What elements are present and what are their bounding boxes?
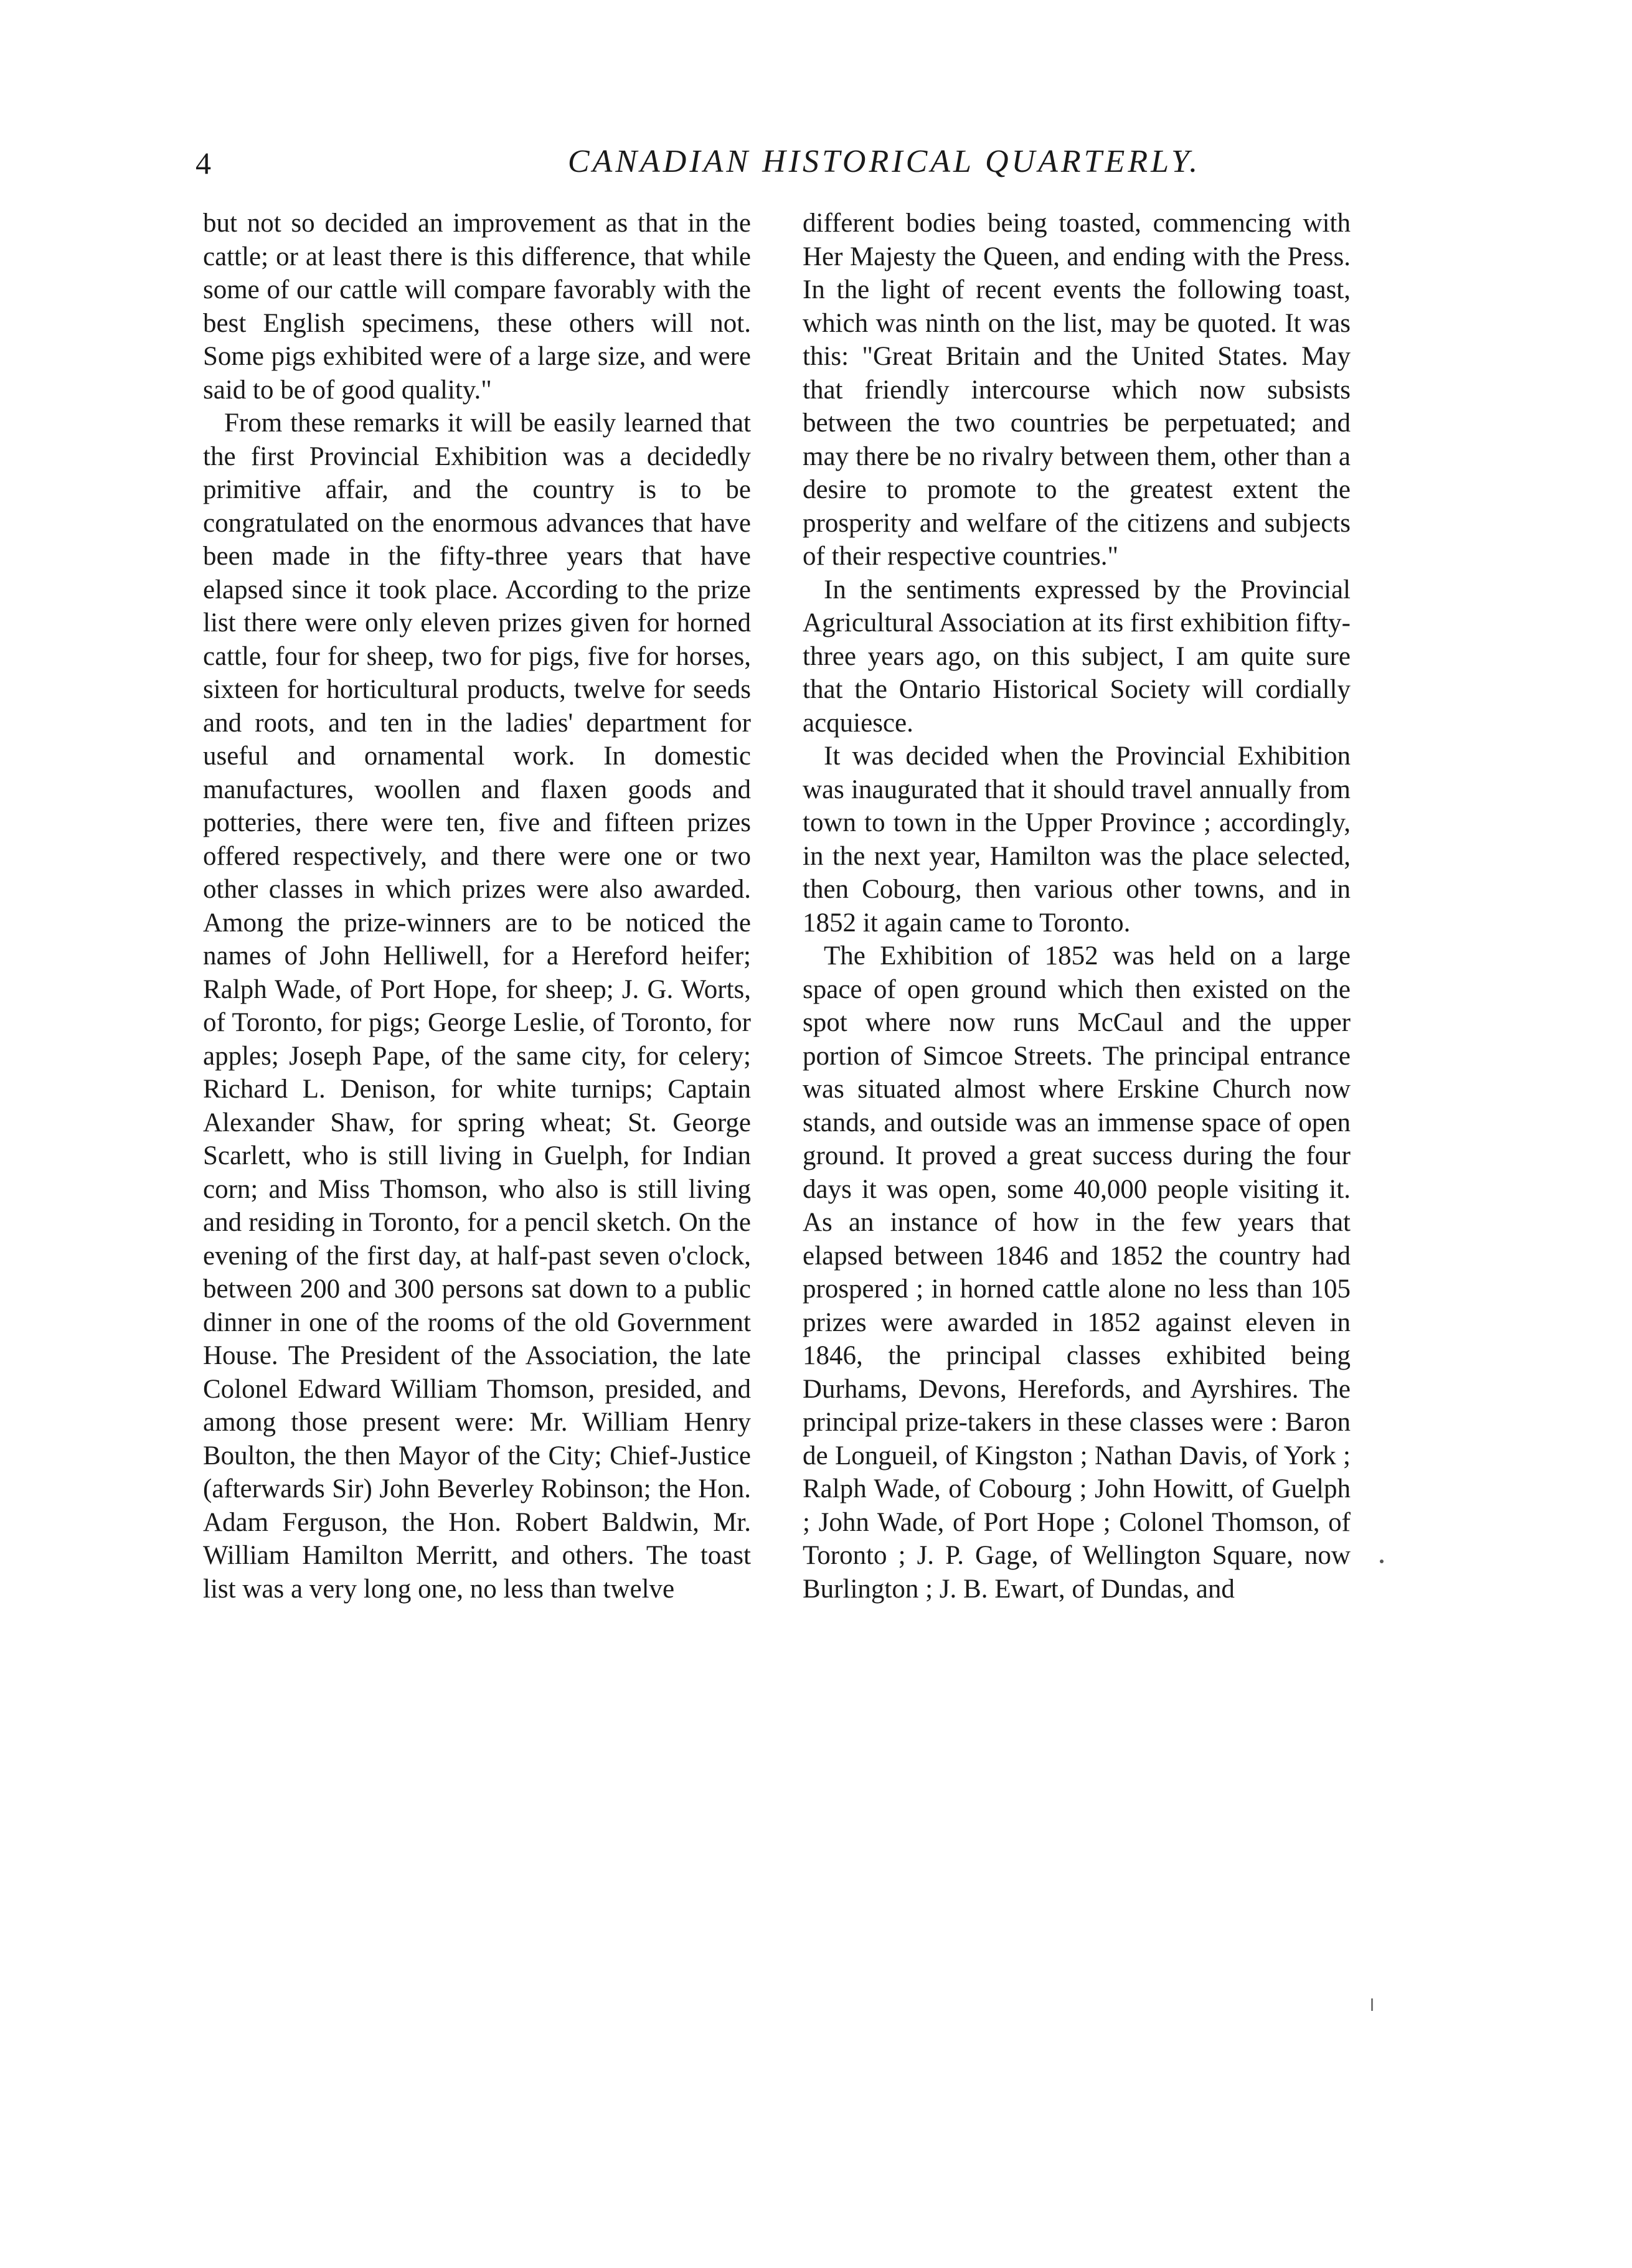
page-number: 4 xyxy=(196,146,211,181)
paragraph: From these remarks it will be easily learned that the first Provincial Exhibition was a decidedly primitive affair, and the country is to be congratulated on the enormous advances that have been made in the fifty-three years that have elapsed since it took place. According to the prize list there were only eleven prizes given for horned cattle, four for sheep, two for pigs, five for horses, sixteen for horticultural products, twelve for seeds and roots, and ten in the ladies' department for useful and ornamental work. In domestic manufactures, woollen and flaxen goods and potteries, there were ten, five and fifteen prizes offered respectively, and there were one or two other classes in which prizes were also awarded. Among the prize-winners are to be noticed the names of John Helliwell, for a Hereford heifer; Ralph Wade, of Port Hope, for sheep; J. G. Worts, of Toronto, for pigs; George Leslie, of Toronto, for apples; Joseph Pape, of the same city, for celery; Richard L. Denison, for white turnips; Captain Alexander Shaw, for spring wheat; St. George Scarlett, who is still living in Guelph, for Indian corn; and Miss Thomson, who also is still living and residing in Toronto, for a pencil sketch. On the evening of the first day, at half-past seven o'clock, between 200 and 300 persons sat down to a public dinner in one of the rooms of the old Government House. The President of the Association, the late Colonel Edward William Thomson, presided, and among those present were: Mr. William Henry Boulton, the then Mayor of the City; Chief-Justice (afterwards Sir) John Beverley Robinson; the Hon. Adam Ferguson, the Hon. Robert Baldwin, Mr. William Hamilton Merritt, and others. The toast list was a very long one, no less than twelve xyxy=(203,408,751,1604)
running-title: CANADIAN HISTORICAL QUARTERLY. xyxy=(567,144,1201,179)
paragraph: In the sentiments expressed by the Provincial Agricultural Association at its first exhibition fifty-three years ago, on this subject, I am quite sure that the Ontario Historical Society will cordially acquiesce. xyxy=(803,575,1351,738)
margin-speck xyxy=(1380,1560,1384,1563)
paragraph: but not so decided an improvement as that in the cattle; or at least there is this difference, that while some of our cattle will compare favorably with the best English specimens, these others will not. Some pigs exhibited were of a large size, and were said to be of good quality." xyxy=(203,209,751,405)
paragraph: The Exhibition of 1852 was held on a large space of open ground which then existed on the spot where now runs McCaul and the upper portion of Simcoe Streets. The principal entrance was situated almost where Erskine Church now stands, and outside was an immense space of open ground. It proved a great success during the four days it was open, some 40,000 people visiting it. As an instance of how in the few years that elapsed between 1846 and 1852 the country had prospered ; in horned cattle alone no less than 105 prizes were awarded in 1852 against eleven in 1846, the principal classes exhibited being Durhams, Devons, Herefords, and Ayrshires. The principal prize-takers in these classes were : Baron de Longueil, of Kingston ; Nathan Davis, of York ; Ralph Wade, of Cobourg ; John Howitt, of Guelph ; John Wade, of Port Hope ; Colonel Thomson, of Toronto ; J. P. Gage, of Wellington Square, now Burlington ; J. B. Ewart, of Dundas, and xyxy=(803,941,1351,1604)
paragraph: different bodies being toasted, commencing with Her Majesty the Queen, and ending with the Press. In the light of recent events the following toast, which was ninth on the list, may be quoted. It was this: "Great Britain and the United States. May that friendly intercourse which now subsists between the two countries be perpetuated; and may there be no rivalry between them, other than a desire to promote to the greatest extent the prosperity and welfare of the citizens and subjects of their respective countries." xyxy=(803,209,1351,571)
left-column xyxy=(203,207,751,1606)
right-column xyxy=(803,207,1351,1606)
margin-speck xyxy=(1371,1998,1373,2011)
paragraph: It was decided when the Provincial Exhibition was inaugurated that it should travel annually from town to town in the Upper Province ; accordingly, in the next year, Hamilton was the place selected, then Cobourg, then various other towns, and in 1852 it again came to Toronto. xyxy=(803,741,1351,938)
